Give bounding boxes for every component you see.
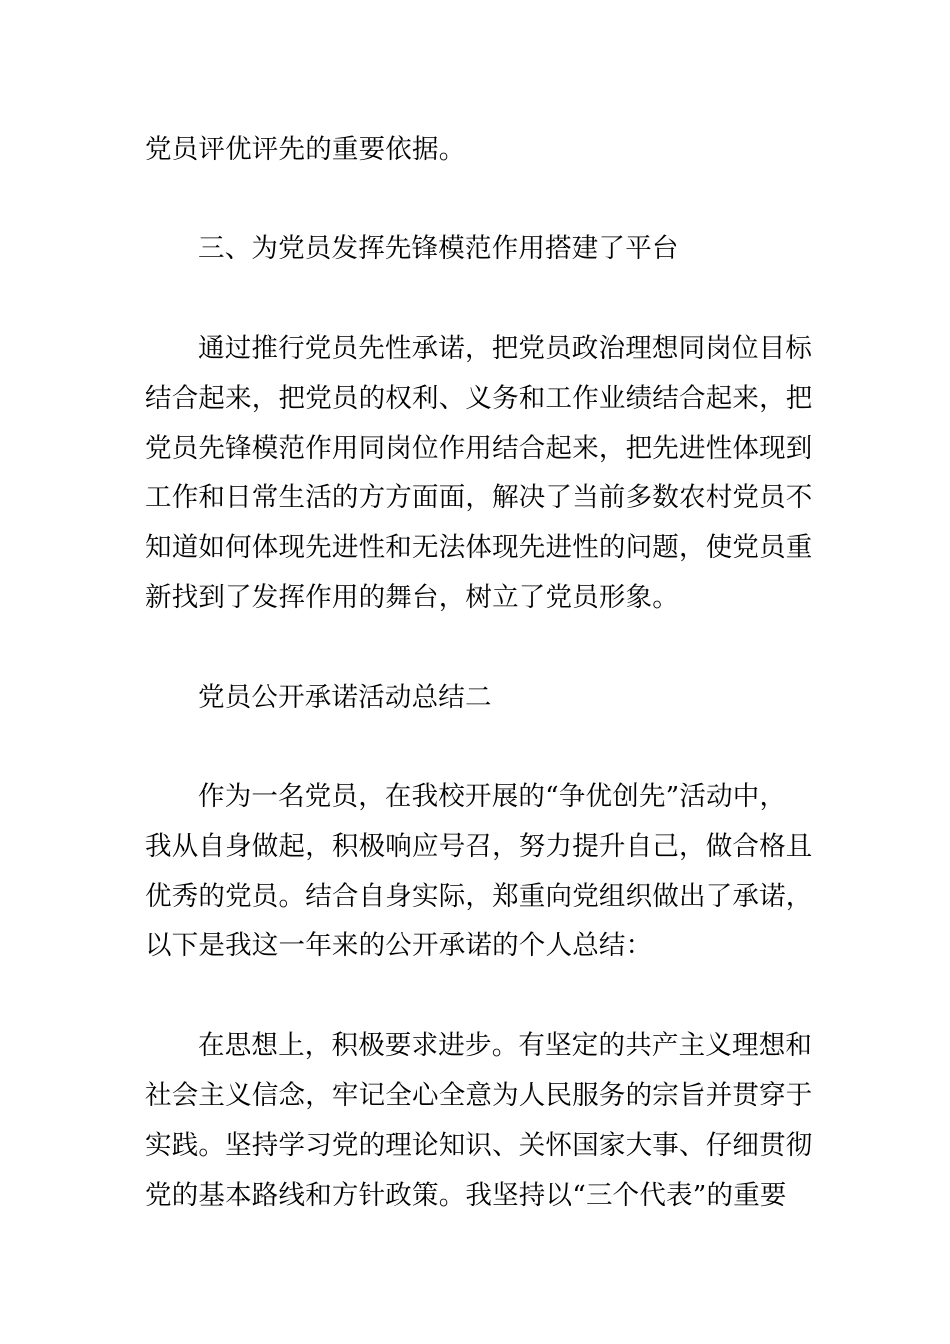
paragraph-line: 实践。坚持学习党的理论知识、关怀国家大事、仔细贯彻 [145, 1130, 813, 1161]
section-heading: 三、为党员发挥先锋模范作用搭建了平台 [198, 233, 679, 264]
paragraph-line: 作为一名党员，在我校开展的“争优创先”活动中， [198, 781, 787, 812]
paragraph-line: 党的基本路线和方针政策。我坚持以“三个代表”的重要 [145, 1180, 787, 1211]
paragraph-line: 党员先锋模范作用同岗位作用结合起来，把先进性体现到 [145, 433, 813, 464]
paragraph-line: 在思想上，积极要求进步。有坚定的共产主义理想和 [198, 1030, 813, 1061]
document-subtitle: 党员公开承诺活动总结二 [198, 682, 492, 713]
paragraph-line: 社会主义信念，牢记全心全意为人民服务的宗旨并贯穿于 [145, 1080, 813, 1111]
paragraph-line: 以下是我这一年来的公开承诺的个人总结： [145, 930, 653, 961]
paragraph-line: 新找到了发挥作用的舞台，树立了党员形象。 [145, 582, 679, 613]
paragraph-line: 结合起来，把党员的权利、义务和工作业绩结合起来，把 [145, 383, 813, 414]
paragraph-line: 工作和日常生活的方方面面，解决了当前多数农村党员不 [145, 482, 813, 513]
paragraph-line: 我从自身做起，积极响应号召，努力提升自己，做合格且 [145, 831, 813, 862]
paragraph-line: 知道如何体现先进性和无法体现先进性的问题，使党员重 [145, 532, 813, 563]
paragraph-line: 优秀的党员。结合自身实际，郑重向党组织做出了承诺， [145, 881, 813, 912]
paragraph-line: 通过推行党员先性承诺，把党员政治理想同岗位目标 [198, 333, 813, 364]
paragraph-line: 党员评优评先的重要依据。 [145, 134, 466, 165]
